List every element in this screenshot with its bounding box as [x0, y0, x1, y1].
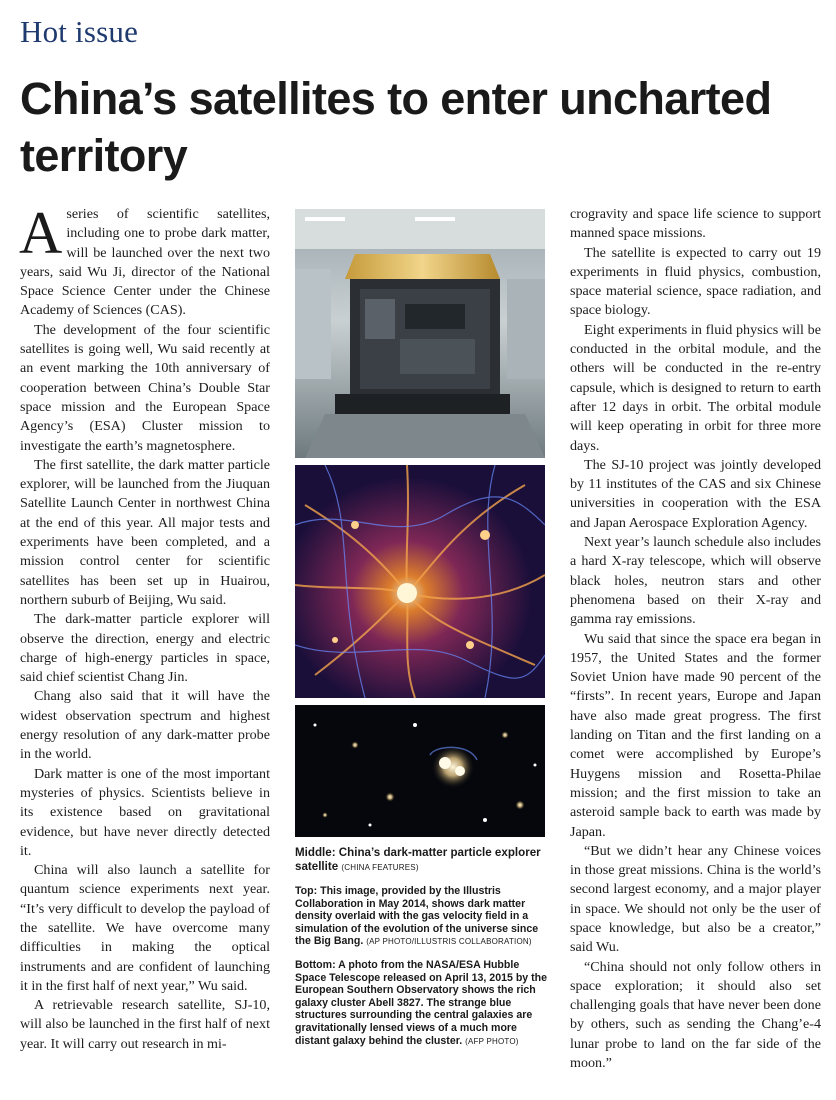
- paragraph: The development of the four scientific satellites is going well, Wu said recently at an event marking the 10th anniversary of cooperation between China’s Double Star space mission and the European Space Agency’s (ESA) Cluster mission to investigate the earth’s magnetosphere.: [20, 321, 270, 454]
- paragraph: The satellite is expected to carry out 19 experiments in fluid physics, combustion, space material science, space radiation, and space biology.: [570, 244, 821, 319]
- paragraph: The first satellite, the dark matter particle explorer, will be launched from the Jiuquan Satellite Launch Center in northwest China at the end of this year. All major tests and experiments have been completed, and a mission control center for scientific satellites has been set up in Huairou, northern suburb of Beijing, Wu said.: [20, 456, 270, 608]
- galaxy-cluster-photo: [295, 705, 545, 837]
- article-column-3: [570, 205, 821, 1073]
- paragraph: “But we didn’t hear any Chinese voices in those great missions. China is the world’s second largest economy, and a major player in space. We should not only be the user of space knowledge, but also be a creator,” said Wu.: [570, 842, 821, 956]
- paragraph: Wu said that since the space era began in 1957, the United States and the former Soviet Union have made 90 percent of the “firsts”. In recent years, Europe and Japan have also made great progress. The first landing on Titan and the first landing on a comet were accomplished by Europe’s Huygens mission and Rosetta-Philae mission; and the first mission to take an asteroid sample back to earth was made by Japan.: [570, 630, 821, 840]
- satellite-lab-photo: [295, 209, 545, 458]
- article-column-1: [19, 200, 270, 1054]
- caption-top: Top: This image, provided by the Illustris Collaboration in May 2014, shows dark matter density overlaid with the gas velocity field in a simulation of the evolution of the universe since the Big Bang. (AP PHOTO/ILLUSTRIS COLLABORATION): [295, 885, 539, 948]
- paragraph: China will also launch a satellite for quantum science experiments next year. “It’s very difficult to develop the payload of the satellite. We have overcome many difficulties in making the optical instruments and are confident of launching it in the first half of next year,” Wu said.: [20, 862, 270, 994]
- paragraph: Eight experiments in fluid physics will be conducted in the orbital module, and the others will be conducted in the re-entry capsule, which is designed to return to earth after 12 days in orbit. The orbital module will keep operating in orbit for three more days.: [570, 321, 821, 454]
- photo-credit: (AP PHOTO/ILLUSTRIS COLLABORATION): [366, 937, 532, 947]
- paragraph: crogravity and space life science to support manned space missions.: [570, 206, 821, 242]
- photo-credit: (CHINA FEATURES): [341, 863, 419, 872]
- photo-credit: (AFP PHOTO): [465, 1036, 519, 1046]
- paragraph: A retrievable research satellite, SJ-10, will also be launched in the first half of next year. It will carry out research in mi-: [20, 997, 270, 1052]
- paragraph: The SJ-10 project was jointly developed by 11 institutes of the CAS and six Chinese universities in cooperation with the ESA and Japan Aerospace Exploration Agency.: [570, 456, 821, 531]
- dark-matter-simulation: [295, 465, 545, 698]
- caption-bottom: Bottom: A photo from the NASA/ESA Hubble Space Telescope released on April 13, 2015 by the European Southern Observatory shows the rich galaxy cluster Abell 3827. The strange blue structures surrounding the central galaxies are gravitationally lensed views of a much more distant galaxy behind the cluster. (AFP PHOTO): [295, 958, 548, 1047]
- paragraph: Next year’s launch schedule also includes a hard X-ray telescope, which will observe black holes, neutron stars and other phenomena based on their X-ray and gamma ray emissions.: [570, 534, 821, 628]
- paragraph: Chang also said that it will have the widest observation spectrum and highest energy resolution of any dark-matter probe in the world.: [20, 688, 270, 763]
- photo-captions: [295, 846, 547, 1058]
- paragraph: Aseries of scientific satellites, including one to probe dark matter, will be launched over the next two years, said Wu Ji, director of the National Space Science Center under the Chinese Academy of Sciences (CAS).: [19, 200, 270, 319]
- caption-middle: Middle: China’s dark-matter particle explorer satellite (CHINA FEATURES): [295, 846, 541, 873]
- section-label: Hot issue: [20, 14, 139, 49]
- paragraph: “China should not only follow others in space exploration; it should also set challenging goals that have never been done by others, such as sending the Chang’e-4 lunar probe to land on the far side of the moon.”: [570, 958, 821, 1072]
- headline: China’s satellites to enter uncharted territory: [20, 73, 772, 181]
- paragraph: The dark-matter particle explorer will observe the direction, energy and electric charge of high-energy particles in space, said chief scientist Chang Jin.: [20, 611, 270, 686]
- paragraph: Dark matter is one of the most important mysteries of physics. Scientists believe in its existence based on gravitational evidence, but have never directly detected it.: [20, 765, 270, 859]
- dropcap: A: [19, 200, 63, 266]
